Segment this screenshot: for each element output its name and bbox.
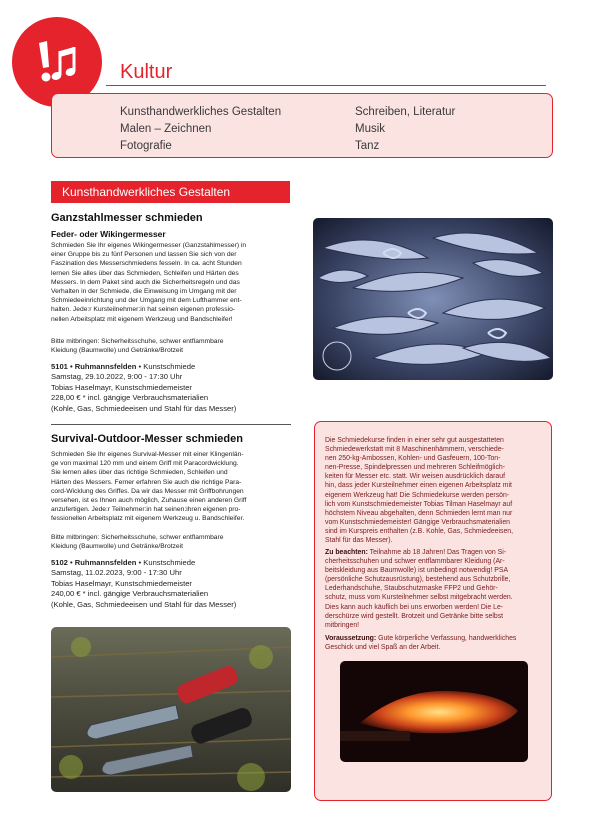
divider [51, 424, 291, 425]
course-price: 228,00 € * incl. gängige Verbrauchsmaterialien [51, 393, 209, 403]
text-line [325, 548, 543, 557]
text-line: Härten des Messers. Ferner erfahren Sie auch die richtige Para- [51, 478, 242, 486]
text-line: nen 250-kg-Ambossen, Kohlen- und Gasfeuern, 100-Ton- [325, 455, 501, 463]
text-line: Messers. In dem Paket sind auch die Sicherheitsregeln und das [51, 278, 240, 286]
course-code-line [51, 558, 291, 568]
text-line: derschürze wird gestellt. Brotzeit und Getränke bitte selbst [325, 612, 504, 620]
text-line: Kleidung (Baumwolle) und Getränke/Brotzeit [51, 347, 183, 355]
course-description [51, 450, 291, 524]
category-item[interactable]: Kunsthandwerkliches Gestalten [120, 106, 282, 118]
info-box [314, 421, 552, 801]
course-code-line [51, 362, 291, 372]
text-line: keiten für Messer etc. statt. Wir weisen ausdrücklich darauf [325, 473, 505, 481]
text-line: einer Gruppe bis zu fünf Personen und lassen Sie sich von der [51, 251, 237, 259]
category-column-right [355, 104, 455, 155]
text-line: hin, dass jeder Kursteilnehmer einen eigenen Arbeitsplatz mit [325, 482, 512, 490]
text-line: Geschick und viel Spaß an der Arbeit. [325, 644, 441, 652]
course-title: Survival-Outdoor-Messer schmieden [51, 433, 243, 445]
text-line: Faszination des Messerschmiedens fesseln. In ca. acht Stunden [51, 260, 242, 268]
text-line: Kleidung (Baumwolle) und Getränke/Brotzeit [51, 543, 183, 551]
text-line: versehen, ist es Ihnen auch möglich, Zuhause einen anderen Griff [51, 497, 247, 505]
text-line: Schmieden Sie Ihr eigenes Survival-Messer mit einer Klingenlän- [51, 451, 244, 458]
category-item[interactable]: Musik [355, 123, 386, 135]
text-line: schutz, muss vom Kursteilnehmer selbst mitgebracht werden. [325, 594, 513, 602]
text-line: Lederhandschuhe, Staubschutzmaske FFP2 und Gehör- [325, 585, 498, 593]
course-venue: • Kunstschmiede [136, 362, 196, 371]
text-line: Sie lernen alles über das richtige Schmieden, Schleifen und [51, 469, 228, 477]
text-line: nellen Arbeitsplatz mit eigenem Werkzeug und Bandschleifer! [51, 315, 233, 323]
text-line: lich vom Kunstschmiedemeister Tobias Tilman Haselmayr auf [325, 500, 513, 508]
text-line [325, 634, 543, 643]
course-date: Samstag, 11.02.2023, 9:00 - 17:30 Uhr [51, 568, 182, 578]
text-line: fessionellen Arbeitsplatz mit eigenem Werkzeug u. Bandschleifer. [51, 515, 245, 523]
text-line: Schmieden Sie Ihr eigenes Wikingermesser (Ganzstahlmesser) in [51, 242, 247, 249]
text-line: lernen Sie alles über das Schmieden, Schleifen und Härten des [51, 269, 239, 277]
text-line: cherheitsschuhen und schwer entflammbarer Kleidung (Ar- [325, 558, 505, 566]
text-line: vom Kunstschmiedemeister! Gängige Verbrauchsmaterialien [325, 518, 510, 526]
separator: • [67, 362, 75, 371]
text-line: sind im Kurspreis enthalten (z.B. Kohle, Gas, Schmiedeeisen, [325, 527, 514, 535]
course-location: Ruhmannsfelden [74, 362, 137, 371]
course-info [51, 558, 291, 610]
text-line: Dies kann auch käuflich bei uns erworben werden! Die Le- [325, 603, 504, 611]
category-item[interactable]: Schreiben, Literatur [355, 106, 456, 118]
text-line: Schmiedeeinrichtung und der Umgang mit dem Lufthammer ent- [51, 297, 242, 305]
text-line: mitbringen! [325, 621, 360, 629]
glowing-steel-photo [340, 661, 528, 762]
note-text: Teilnahme ab 18 Jahren! Das Tragen von Si- [367, 549, 507, 556]
survival-knives-photo [51, 627, 291, 792]
text-line: Stahl für das Messer). [325, 537, 393, 545]
course-bring-note [51, 533, 291, 551]
text-line: Bitte mitbringen: Sicherheitsschuhe, schwer entflammbare [51, 338, 224, 345]
course-info [51, 362, 291, 414]
course-subtitle: Feder- oder Wikingermesser [51, 229, 166, 239]
text-line: Die Schmiedekurse finden in einer sehr gut ausgestatteten [325, 437, 504, 444]
page-title: Kultur [120, 61, 173, 83]
course-price: 240,00 € * incl. gängige Verbrauchsmaterialien [51, 589, 209, 599]
knives-pile-photo [313, 218, 553, 380]
course-title: Ganzstahlmesser schmieden [51, 212, 203, 224]
text-line: beitskleidung aus Baumwolle) ist unbedingt notwendig! PSA [325, 567, 509, 575]
text-line: höchstem Niveau abgehalten, denn Schmieden lernt man nur [325, 509, 513, 517]
category-item[interactable]: Tanz [355, 140, 380, 152]
course-code: 5102 [51, 558, 68, 567]
course-price-note: (Kohle, Gas, Schmiedeeisen und Stahl für das Messer) [51, 599, 237, 609]
info-requirements [325, 634, 543, 652]
course-location: Ruhmannsfelden [74, 558, 137, 567]
text-line: eigenem Werkzeug hat! Die Schmiedekurse werden persön- [325, 491, 510, 499]
requirement-label: Voraussetzung: [325, 635, 377, 642]
course-teacher: Tobias Haselmayr, Kunstschmiedemeister [51, 578, 192, 588]
note-label: Zu beachten: [325, 549, 368, 556]
course-venue: • Kunstschmiede [136, 558, 196, 567]
text-line: (persönliche Schutzausrüstung), bestehend aus Schutzbrille, [325, 576, 511, 584]
category-item[interactable]: Fotografie [120, 140, 172, 152]
course-description [51, 241, 291, 324]
category-box [51, 93, 553, 158]
info-note [325, 548, 543, 630]
course-date: Samstag, 29.10.2022, 9:00 - 17:30 Uhr [51, 372, 183, 382]
text-line: Bitte mitbringen: Sicherheitsschuhe, schwer entflammbare [51, 534, 224, 541]
text-line: ge von maximal 120 mm und einem Griff mit Paracordwicklung. [51, 460, 239, 468]
text-line: Schmiedewerkstatt mit 8 Maschinenhämmern, verschiede- [325, 446, 504, 454]
section-heading: Kunsthandwerkliches Gestalten [51, 181, 290, 203]
text-line: cord-Wicklung des Griffes. Da wir das Messer mit Griffbohrungen [51, 487, 244, 495]
text-line: nen-Presse, Spindelpressen und mehreren Schleifmöglich- [325, 464, 506, 472]
course-teacher: Tobias Haselmayr, Kunstschmiedemeister [51, 382, 192, 392]
course-code: 5101 [51, 362, 68, 371]
separator: • [67, 558, 75, 567]
requirement-text: Gute körperliche Verfassung, handwerkliches [376, 635, 517, 642]
info-intro [325, 436, 543, 545]
course-bring-note [51, 337, 291, 355]
title-underline [106, 85, 546, 86]
text-line: anzufertigen. Jede:r Teilnehmer:in hat seinen:ihren eigenen pro- [51, 506, 241, 514]
text-line: halten. Jede:r Kursteilnehmer:in hat seinen eigenen professio- [51, 306, 236, 314]
text-line: Verhalten in der Schmiede, die Einweisung im Umgang mit der [51, 288, 237, 296]
course-price-note: (Kohle, Gas, Schmiedeeisen und Stahl für das Messer) [51, 403, 237, 413]
category-column-left [120, 104, 281, 155]
category-item[interactable]: Malen – Zeichnen [120, 123, 212, 135]
